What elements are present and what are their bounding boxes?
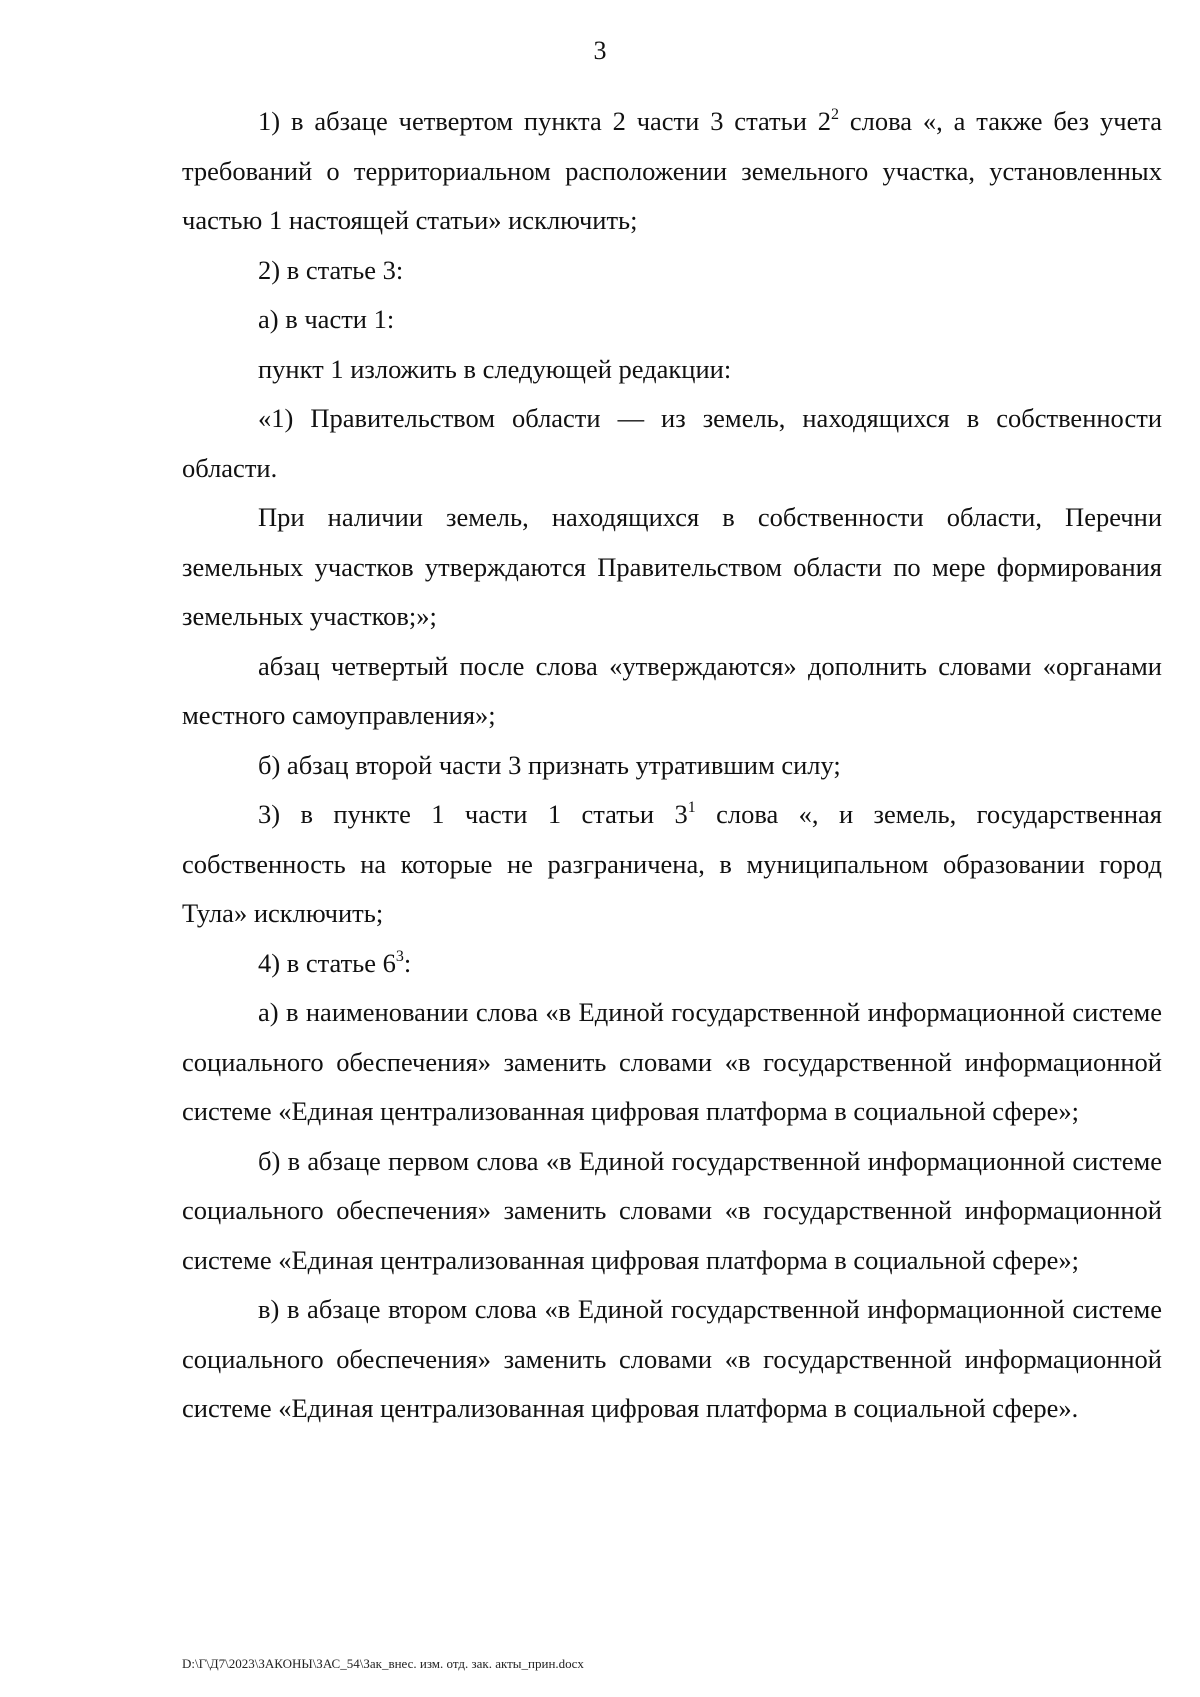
paragraph-p5	[182, 394, 1162, 493]
paragraph-p8	[182, 741, 1162, 791]
paragraph-p6	[182, 493, 1162, 642]
paragraph-p11	[182, 988, 1162, 1137]
text-segment: в) в абзаце втором слова «в Единой государственной информационной системе социального обеспечения» заменить словами «в государственной информационной системе «Единая централизованная цифровая платформа в социальной сфере».	[182, 1294, 1162, 1423]
paragraph-p3	[182, 295, 1162, 345]
text-segment: б) абзац второй части 3 признать утратившим силу;	[258, 749, 841, 780]
text-segment: 1) в абзаце четвертом пункта 2 части 3 статьи 2	[258, 106, 832, 136]
footer-file-path: D:\Г\Д7\2023\ЗАКОНЫ\ЗАС_54\Зак_внес. изм. отд. зак. акты_прин.docx	[182, 1656, 584, 1671]
text-segment: слова «, а также без учета требований о территориальном расположении земельного участка, установленных частью 1 настоящей статьи» исключить;	[182, 106, 1162, 235]
superscript: 2	[831, 106, 840, 123]
paragraph-p13	[182, 1285, 1162, 1434]
superscript: 1	[687, 799, 696, 816]
text-segment: а) в наименовании слова «в Единой государственной информационной системе социального обеспечения» заменить словами «в государственной информационной системе «Единая централизованная цифровая платформа в социальной сфере»;	[182, 997, 1162, 1126]
paragraph-p2	[182, 246, 1162, 296]
text-segment: пункт 1 изложить в следующей редакции:	[258, 353, 732, 384]
text-segment: 3) в пункте 1 части 1 статьи 3	[258, 799, 688, 829]
document-body	[182, 97, 1162, 1434]
text-segment: б) в абзаце первом слова «в Единой государственной информационной системе социального обеспечения» заменить словами «в государственной информационной системе «Единая централизованная цифровая платформа в социальной сфере»;	[182, 1145, 1162, 1275]
text-segment: При наличии земель, находящихся в собственности области, Перечни земельных участков утверждаются Правительством области по мере формирования земельных участков;»;	[182, 502, 1162, 631]
superscript: 3	[395, 947, 404, 965]
paragraph-p12	[182, 1137, 1162, 1286]
text-segment: «1) Правительством области — из земель, находящихся в собственности области.	[182, 403, 1162, 483]
text-segment: 2) в статье 3:	[258, 254, 404, 285]
paragraph-p1	[182, 97, 1162, 246]
paragraph-p7	[182, 642, 1162, 741]
text-segment: абзац четвертый после слова «утверждаются» дополнить словами «органами местного самоуправления»;	[182, 650, 1162, 730]
paragraph-p4	[182, 345, 1162, 395]
paragraph-p10	[182, 939, 1162, 989]
text-segment: а) в части 1:	[258, 304, 395, 334]
text-segment: 4) в статье 6	[258, 947, 396, 978]
paragraph-p9	[182, 790, 1162, 939]
text-segment: слова «, и земель, государственная собственность на которые не разграничена, в муниципальном образовании город Тула» исключить;	[182, 799, 1162, 928]
text-segment: :	[403, 947, 412, 978]
page-number: 3	[593, 36, 607, 65]
